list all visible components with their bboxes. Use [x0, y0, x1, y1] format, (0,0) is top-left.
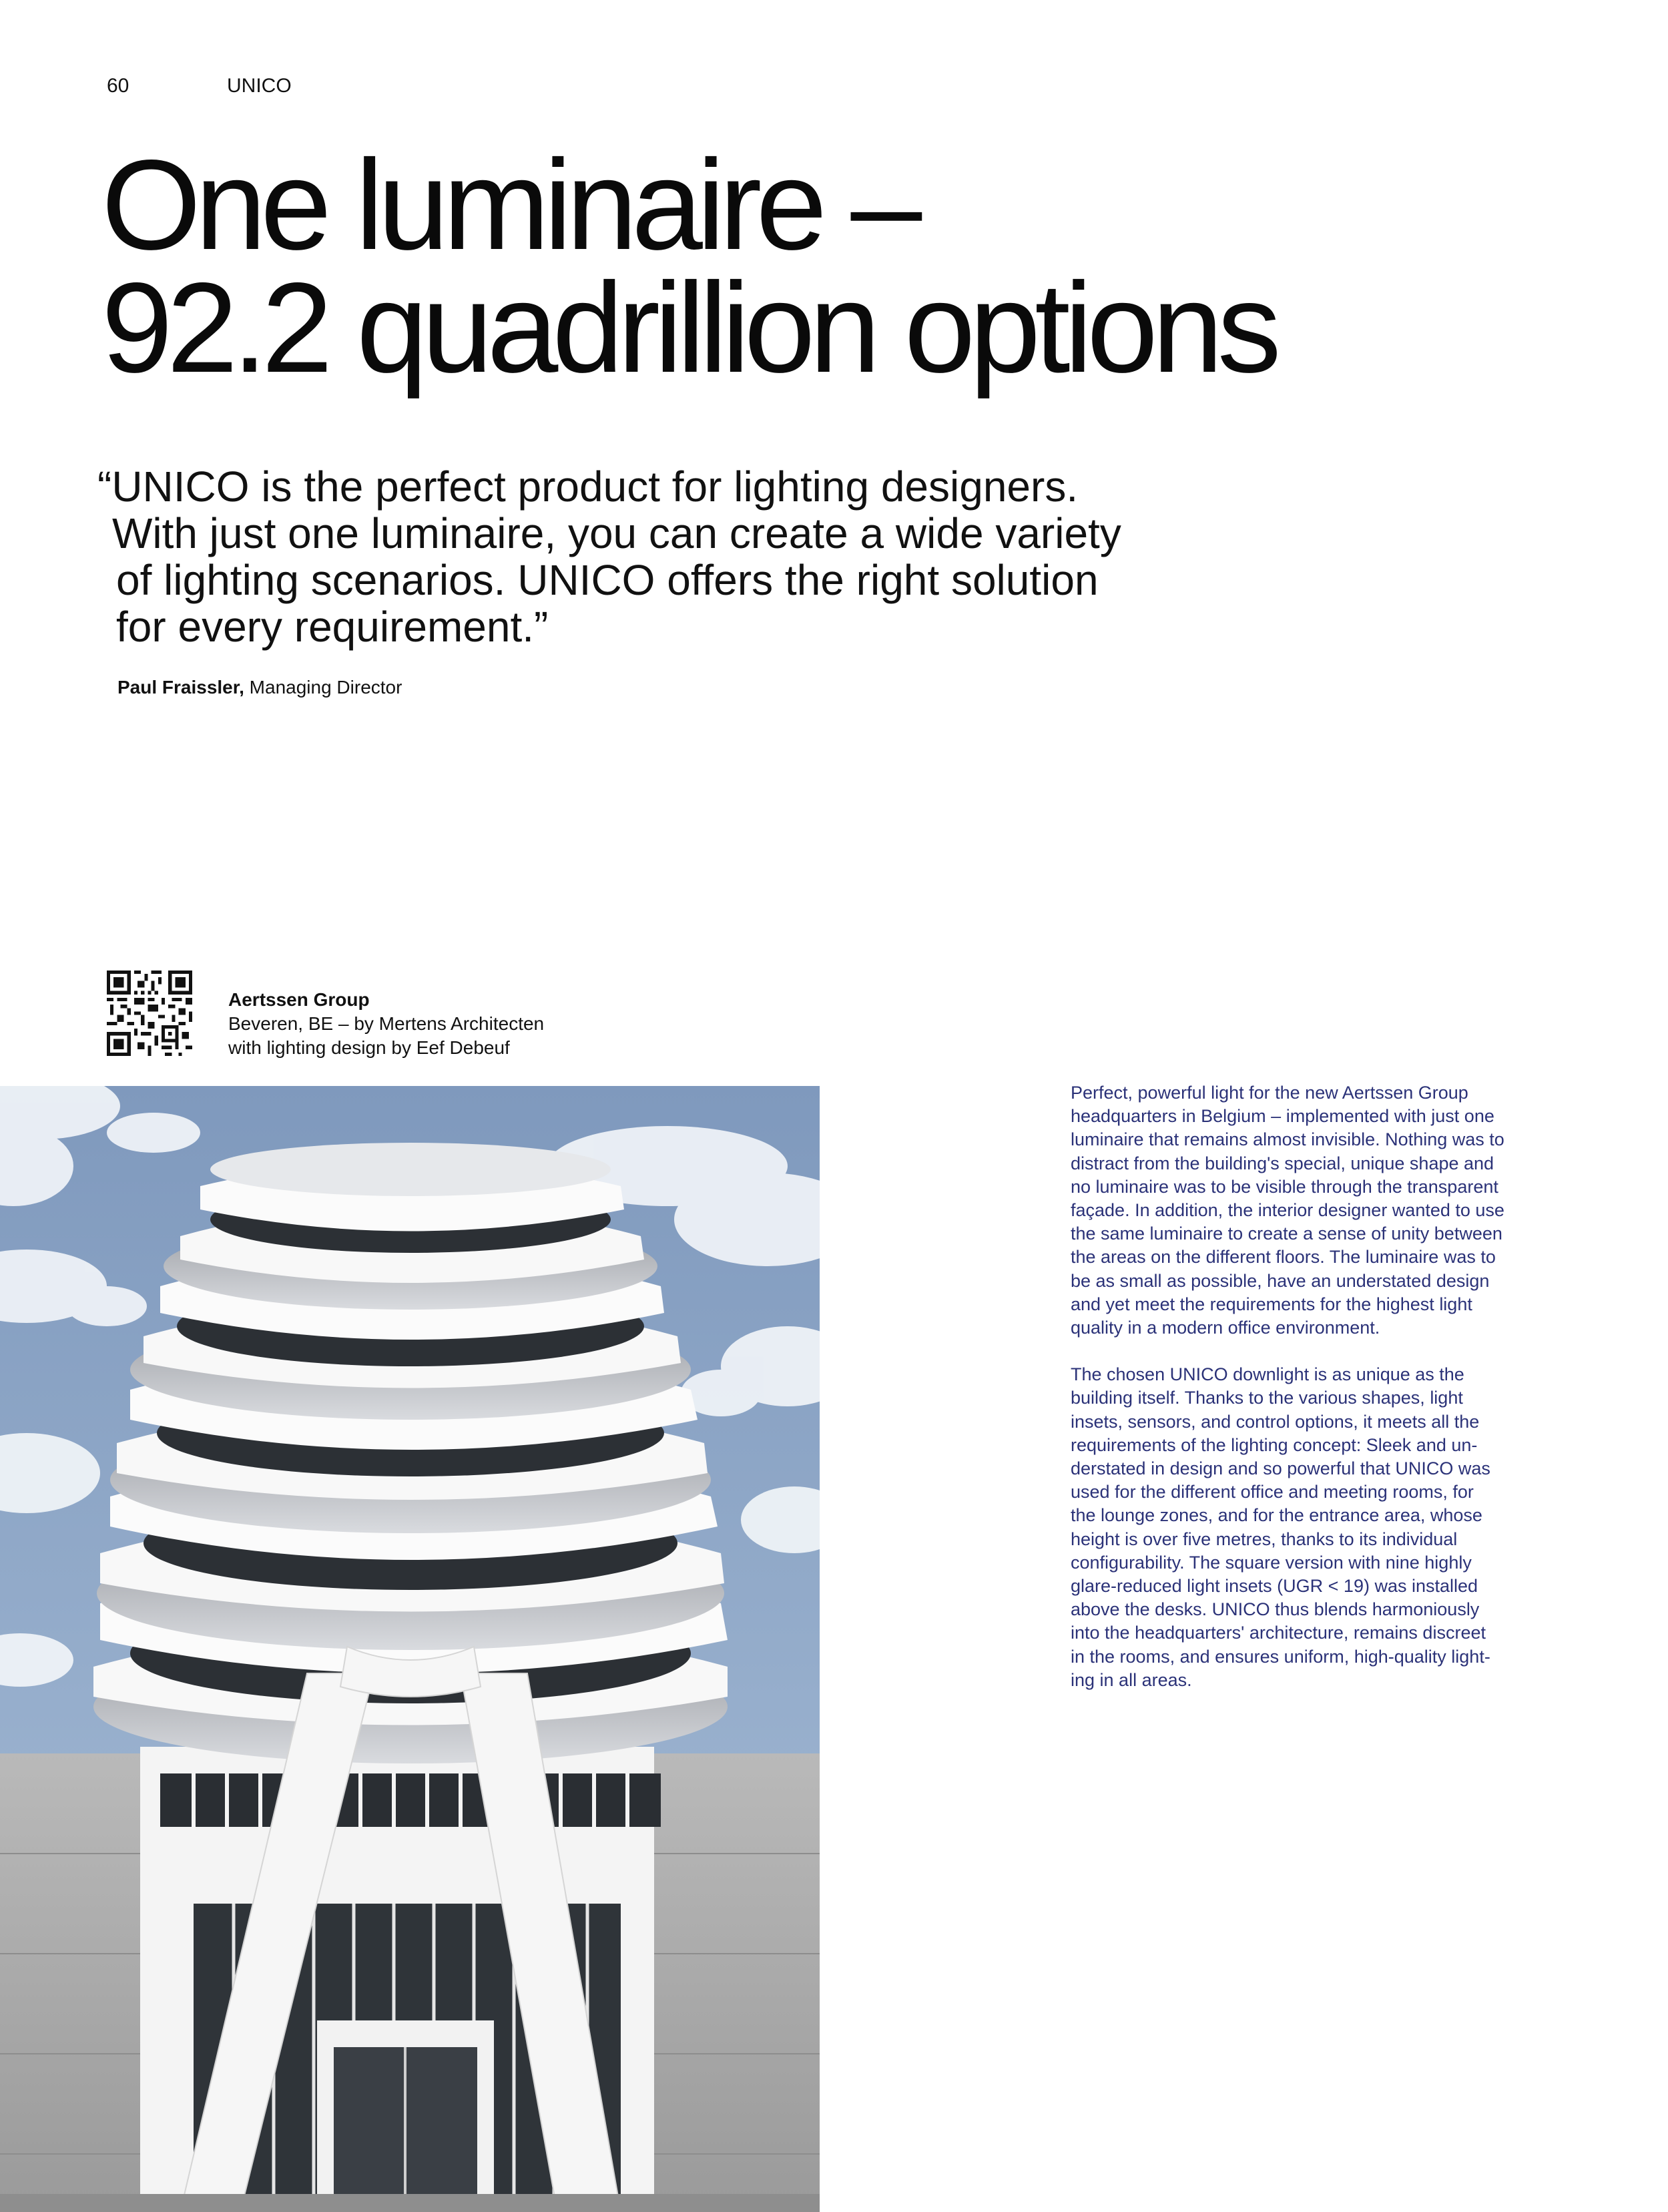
- building-illustration: [0, 1086, 820, 2212]
- text-line: the lounge zones, and for the entrance area, whose: [1071, 1505, 1482, 1526]
- attribution-name: Paul Fraissler,: [117, 677, 244, 698]
- text-line: the same luminaire to create a sense of unity between: [1071, 1223, 1502, 1244]
- body-text: [1071, 1081, 1538, 1715]
- text-line: distract from the building's special, unique shape and: [1071, 1153, 1494, 1173]
- text-line: be as small as possible, have an understated design: [1071, 1270, 1490, 1291]
- quote-line: With just one luminaire, you can create a wide variety: [112, 509, 1121, 557]
- building-photo: [0, 1086, 820, 2212]
- project-name: Aertssen Group: [228, 989, 370, 1010]
- text-line: quality in a modern office environment.: [1071, 1318, 1380, 1338]
- text-line: façade. In addition, the interior designer wanted to use: [1071, 1200, 1504, 1221]
- text-line: insets, sensors, and control options, it meets all the: [1071, 1411, 1480, 1432]
- text-line: requirements of the lighting concept: Sleek and un-: [1071, 1434, 1478, 1455]
- quote-attribution: [117, 677, 402, 698]
- text-line: configurability. The square version with nine highly: [1071, 1552, 1472, 1573]
- text-line: derstated in design and so powerful that UNICO was: [1071, 1458, 1490, 1479]
- text-line: above the desks. UNICO thus blends harmoniously: [1071, 1599, 1480, 1620]
- text-line: and yet meet the requirements for the highest light: [1071, 1294, 1472, 1314]
- body-paragraph-1: [1071, 1081, 1538, 1340]
- project-credit: with lighting design by Eef Debeuf: [228, 1037, 510, 1058]
- quote-line: of lighting scenarios. UNICO offers the right solution: [116, 556, 1099, 604]
- quote-line: for every requirement.”: [116, 603, 549, 651]
- title-line-1: One luminaire –: [101, 133, 916, 276]
- project-location: Beveren, BE – by Mertens Architecten: [228, 1013, 545, 1034]
- text-line: used for the different office and meeting rooms, for: [1071, 1482, 1474, 1502]
- text-line: luminaire that remains almost invisible. Nothing was to: [1071, 1129, 1504, 1150]
- text-line: in the rooms, and ensures uniform, high-quality light-: [1071, 1646, 1490, 1667]
- quote-line: “UNICO is the perfect product for lighting designers.: [97, 463, 1079, 511]
- page-number: 60: [107, 75, 129, 97]
- text-line: ing in all areas.: [1071, 1669, 1192, 1690]
- body-paragraph-2: [1071, 1363, 1538, 1692]
- text-line: the areas on the different floors. The luminaire was to: [1071, 1247, 1496, 1268]
- page-header: [107, 75, 292, 97]
- title-line-2: 92.2 quadrillion options: [101, 256, 1276, 399]
- attribution-role: Managing Director: [249, 677, 402, 698]
- text-line: into the headquarters' architecture, remains discreet: [1071, 1623, 1486, 1643]
- text-line: building itself. Thanks to the various shapes, light: [1071, 1388, 1463, 1408]
- text-line: Perfect, powerful light for the new Aertssen Group: [1071, 1083, 1468, 1103]
- text-line: height is over five metres, thanks to its individual: [1071, 1529, 1458, 1549]
- text-line: The chosen UNICO downlight is as unique as the: [1071, 1364, 1464, 1385]
- text-line: headquarters in Belgium – implemented with just one: [1071, 1106, 1494, 1127]
- text-line: no luminaire was to be visible through the transparent: [1071, 1176, 1498, 1197]
- pull-quote: [97, 463, 1259, 650]
- section-title: UNICO: [227, 75, 292, 97]
- project-caption: [228, 988, 544, 1060]
- text-line: glare-reduced light insets (UGR < 19) was installed: [1071, 1576, 1478, 1597]
- page-title: [101, 133, 1276, 399]
- qr-code-icon[interactable]: [107, 971, 192, 1056]
